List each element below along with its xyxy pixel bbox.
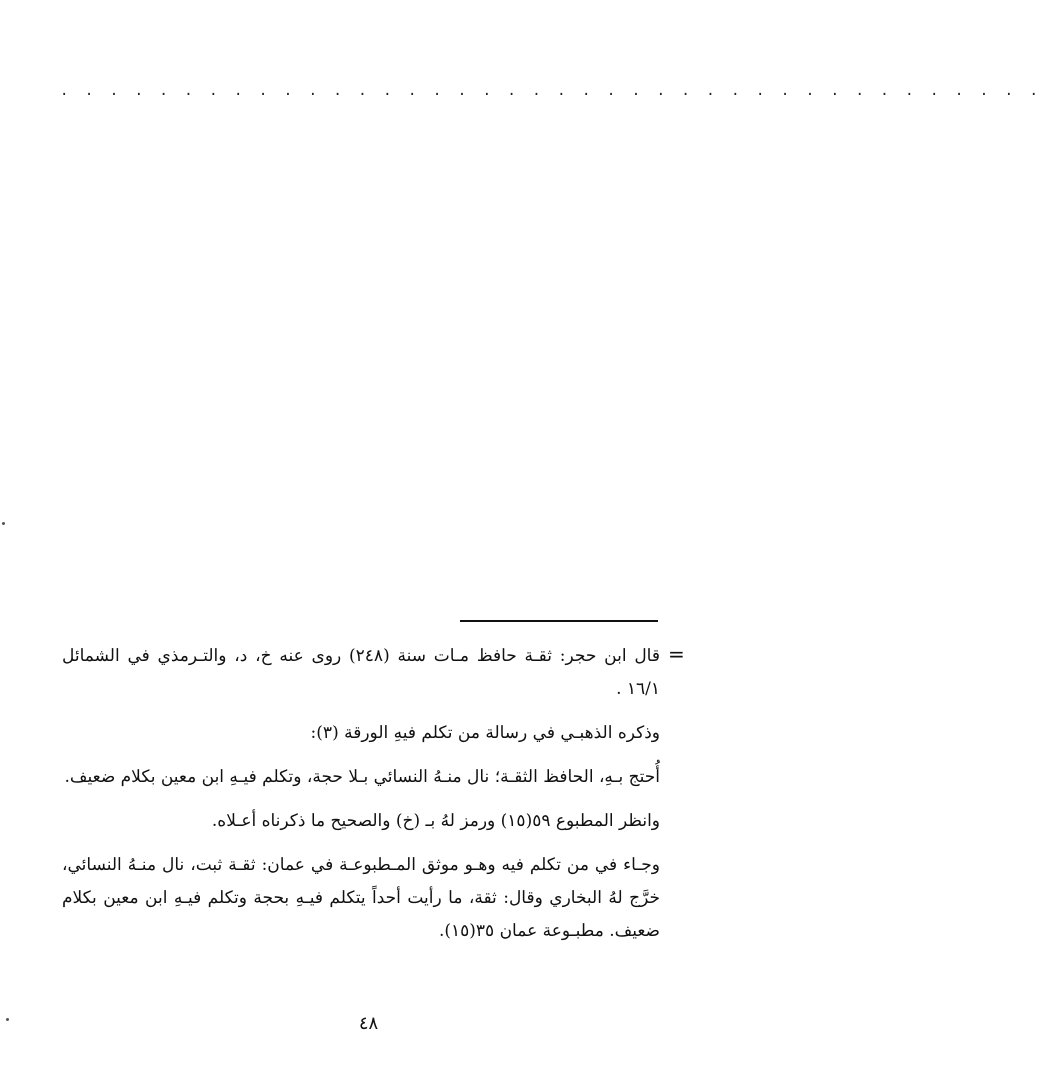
footnotes-block	[62, 640, 660, 959]
footnote-paragraph-2: وذكره الذهبـي في رسالة من تكلم فيهِ الورقة (٣):	[310, 723, 660, 743]
page-number: ٤٨	[358, 1013, 379, 1034]
continuation-mark: =	[668, 642, 685, 666]
header-dotted-rule: . . . . . . . . . . . . . . . . . . . . . . . . . . . . . . . . . . . . . . . .	[60, 83, 1042, 99]
footnote-paragraph-1: قال ابن حجر: ثقـة حافظ مـات سنة (٢٤٨) روى عنه خ، د، والتـرمذي في الشمائل ١٦/١ .	[62, 646, 660, 699]
footnote-separator	[460, 620, 658, 622]
footnote-paragraph-4: وانظر المطبوع ٥٩(١٥) ورمز لهُ بـ (خ) والصحيح ما ذكرناه أعـلاه.	[211, 811, 660, 831]
footnote-paragraph-5: وجـاء في من تكلم فيه وهـو موثق المـطبوعـة في عمان: ثقـة ثبت، نال منـهُ النسائي، خرَّج لهُ البخاري وقال: ثقة، ما رأيت أحداً يتكلم فيـهِ بحجة وتكلم فيـهِ ابن معين بكلام ضعيف. مطبـوعة عمان ٣٥(١٥).	[62, 855, 660, 941]
scan-speck	[2, 522, 5, 525]
footnote-paragraph-3: أُحتج بـهِ، الحافظ الثقـة؛ نال منـهُ النسائي بـلا حجة، وتكلم فيـهِ ابن معين بكلام ضعيف.	[64, 767, 660, 787]
